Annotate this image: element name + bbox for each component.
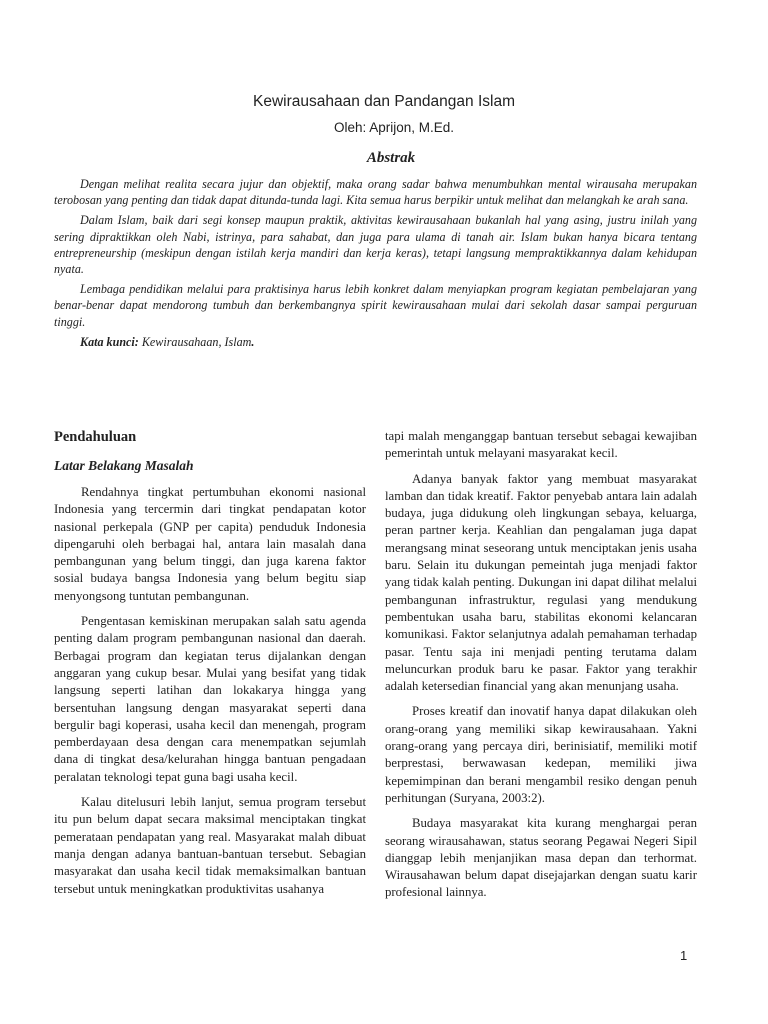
abstract-block bbox=[54, 176, 697, 354]
abstract-paragraph: Dalam Islam, baik dari segi konsep maupun praktik, aktivitas kewirausahaan bukanlah hal yang asing, justru inilah yang sering dipraktikkan oleh Nabi, istrinya, para sahabat, dan juga para ulama di tanah air. Islam bukan hanya bicara tentang entrepreneurship (meskipun dengan istilah kerja mandiri dan kerja keras), tetapi langsung mempraktikkannya dalam kehidupan nyata. bbox=[54, 213, 697, 277]
right-column bbox=[385, 428, 697, 910]
body-paragraph: tapi malah menganggap bantuan tersebut sebagai kewajiban pemerintah untuk melayani masyarakat kecil. bbox=[385, 429, 697, 461]
left-column bbox=[54, 428, 366, 906]
article-title: Kewirausahaan dan Pandangan Islam bbox=[253, 93, 515, 110]
subsection-heading: Latar Belakang Masalah bbox=[54, 458, 194, 473]
page-number: 1 bbox=[680, 948, 688, 963]
abstract-heading: Abstrak bbox=[366, 150, 416, 166]
body-paragraph: Adanya banyak faktor yang membuat masyarakat lamban dan tidak kreatif. Faktor penyebab antara lain adalah budaya, juga didukung oleh lingkungan sebaya, keluarga, peran partner kerja. Keahlian dan pengalaman juga dapat merangsang minat seseorang untuk menciptakan jenis usaha baru. Selain itu dukungan pemeintah juga menjadi faktor yang tidak kalah penting. Dukungan ini dapat dilihat melalui pembangunan infrastruktur, regulasi yang mendukung pembentukan usaha baru, stabilitas ekonomi kelancaran komunikasi. Faktor selanjutnya adalah pemahaman terhadap pasar. Tentu saja ini menjadi penting terutama dalam meluncurkan produk baru ke pasar. Faktor yang terakhir adalah ketersedian financial yang akan menunjang usaha. bbox=[385, 471, 697, 694]
keywords-line: Kata kunci: Kewirausahaan, Islam. bbox=[80, 334, 255, 349]
abstract-paragraph: Lembaga pendidikan melalui para praktisinya harus lebih konkret dalam menyiapkan program kegiatan pembelajaran yang benar-benar dapat mendorong tumbuh dan berkembangnya spirit kewirausahaan mulai dari sekolah dasar sampai perguruan tinggi. bbox=[54, 282, 697, 329]
section-heading: Pendahuluan bbox=[54, 429, 137, 445]
body-paragraph: Pengentasan kemiskinan merupakan salah satu agenda penting dalam program pembangunan nasional dan daerah. Berbagai program dan kegiatan terus dijalankan dengan anggaran yang cukup besar. Mulai yang besifat yang tidak langsung seperti latihan dan lokakarya hingga yang bersentuhan langsung dengan masyarakat seperti dana bergulir bagi koperasi, usaha kecil dan menengah, program pemberdayaan desa dengan cara menempatkan sejumlah dana di tingkat desa/kelurahan hingga bantuan pengadaan peralatan teknologi tepat guna bagi usaha kecil. bbox=[54, 614, 366, 784]
body-paragraph: Kalau ditelusuri lebih lanjut, semua program tersebut itu pun belum dapat secara maksimal menciptakan tingkat pemerataan pendapatan yang real. Masyarakat malah dibuat manja dengan adanya bantuan-bantuan tersebut. Sebagian masyarakat dan usaha kecil tidak memaksimalkan bantuan tersebut untuk meningkatkan produktivitas usahanya bbox=[54, 795, 366, 896]
keywords-label: Kata kunci bbox=[80, 334, 135, 349]
article-author: Oleh: Aprijon, M.Ed. bbox=[333, 120, 455, 135]
body-paragraph: Proses kreatif dan inovatif hanya dapat dilakukan oleh orang-orang yang memiliki sikap kewirausahaan. Yakni orang-orang yang percaya diri, berinisiatif, memiliki motif berprestasi, berwawasan kedepan, memiliki jiwa kepemimpinan dan berani mengambil resiko dengan penuh perhitungan (Suryana, 2003:2). bbox=[385, 704, 697, 805]
body-paragraph: Budaya masyarakat kita kurang menghargai peran seorang wirausahawan, status seorang Pegawai Negeri Sipil dianggap lebih menjanjikan masa depan dan terhormat. Wirausahawan belum dapat disejajarkan dengan suatu karir profesional lainnya. bbox=[385, 816, 697, 900]
abstract-paragraph: Dengan melihat realita secara jujur dan objektif, maka orang sadar bahwa menumbuhkan mental wirausaha merupakan terobosan yang penting dan tidak dapat ditunda-tunda lagi. Kita semua harus berpikir untuk melihat dan melangkah ke arah sana. bbox=[54, 177, 697, 208]
keywords-text: Kewirausahaan, Islam bbox=[141, 334, 252, 349]
body-paragraph: Rendahnya tingkat pertumbuhan ekonomi nasional Indonesia yang tercermin dari tingkat pendapatan kotor nasional perkepala (GNP per capita) penduduk Indonesia dipengaruhi oleh berbagai hal, antara lain masalah dana pembangunan yang belum tinggi, dan juga karena faktor sosial budaya bangsa Indonesia yang belum begitu siap menyongsong tuntutan pembangunan. bbox=[54, 485, 366, 603]
